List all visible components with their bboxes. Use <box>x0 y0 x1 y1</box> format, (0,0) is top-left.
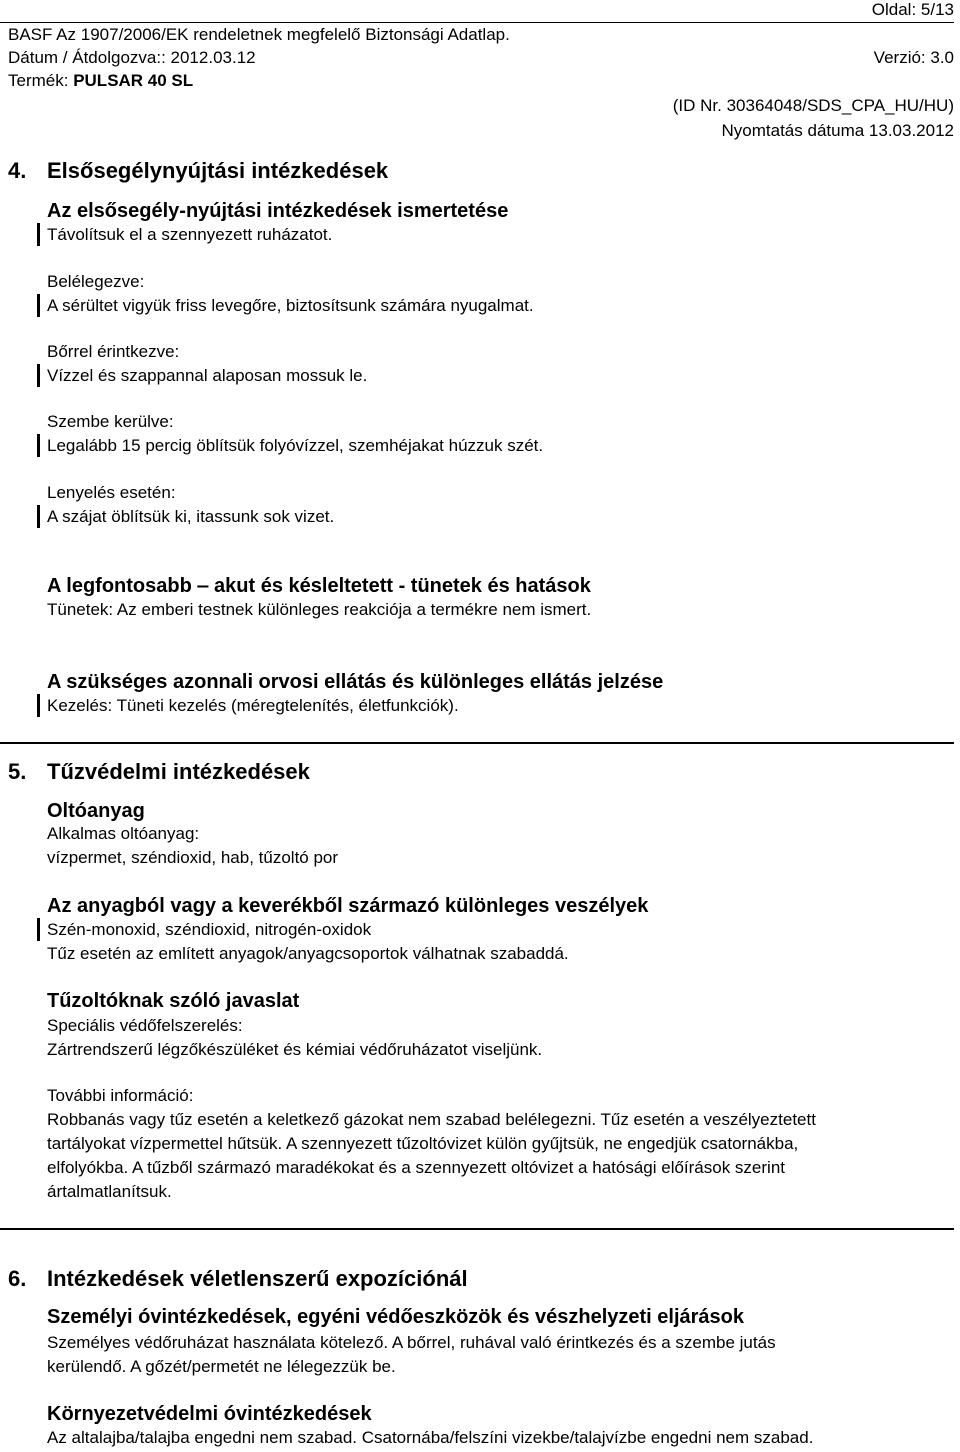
ingestion-label: Lenyelés esetén: <box>47 483 176 502</box>
skin-contact-text: Vízzel és szappannal alaposan mossuk le. <box>47 366 368 385</box>
further-info-line-1: Robbanás vagy tűz esetén a keletkező gázokat nem szabad belélegezni. Tűz esetén a veszélyeztetett <box>47 1110 816 1129</box>
suitable-media-label: Alkalmas oltóanyag: <box>47 824 200 843</box>
version-label: Verzió: 3.0 <box>873 48 954 67</box>
header-rule <box>0 22 954 23</box>
personal-precautions-line-1: Személyes védőruházat használata kötelező. A bőrrel, ruhával való érintkezés és a szembe jutás <box>47 1333 776 1352</box>
section-5-number: 5. <box>8 759 27 784</box>
eye-contact-text: Legalább 15 percig öblítsük folyóvízzel, szemhéjakat húzzuk szét. <box>47 436 544 455</box>
section-divider <box>0 742 954 744</box>
first-aid-description-title: Az elsősegély-nyújtási intézkedések ismertetése <box>47 200 509 222</box>
change-bar <box>37 505 40 528</box>
further-info-line-4: ártalmatlanítsuk. <box>47 1182 172 1201</box>
product-label: Termék: <box>8 71 74 90</box>
personal-precautions-title: Személyi óvintézkedések, egyéni védőeszközök és vészhelyzeti eljárások <box>47 1306 745 1328</box>
product-name: PULSAR 40 SL <box>73 71 194 90</box>
page-number: Oldal: 5/13 <box>871 0 954 19</box>
inhalation-label: Belélegezve: <box>47 272 145 291</box>
symptoms-text: Tünetek: Az emberi testnek különleges reakciója a termékre nem ismert. <box>47 600 592 619</box>
change-bar <box>37 364 40 387</box>
section-4-title: Elsősegélynyújtási intézkedések <box>47 158 389 183</box>
change-bar <box>37 223 40 246</box>
section-6-title: Intézkedések véletlenszerű expozíciónál <box>47 1266 468 1291</box>
extinguishing-media-title: Oltóanyag <box>47 800 145 822</box>
change-bar <box>37 294 40 317</box>
hazards-line-2: Tűz esetén az említett anyagok/anyagcsoportok válhatnak szabaddá. <box>47 944 569 963</box>
ingestion-text: A szájat öblítsük ki, itassunk sok vizet. <box>47 507 335 526</box>
section-5-title: Tűzvédelmi intézkedések <box>47 759 310 784</box>
firefighters-advice-title: Tűzoltóknak szóló javaslat <box>47 990 300 1012</box>
document-id: (ID Nr. 30364048/SDS_CPA_HU/HU) <box>672 96 954 115</box>
section-divider <box>0 1228 954 1230</box>
medical-attention-title: A szükséges azonnali orvosi ellátás és különleges ellátás jelzése <box>47 671 664 693</box>
eye-contact-label: Szembe kerülve: <box>47 412 174 431</box>
first-aid-general-text: Távolítsuk el a szennyezett ruházatot. <box>47 225 333 244</box>
protective-equipment-label: Speciális védőfelszerelés: <box>47 1016 243 1035</box>
section-6-number: 6. <box>8 1266 27 1291</box>
treatment-text: Kezelés: Tüneti kezelés (méregtelenítés, életfunkciók). <box>47 696 459 715</box>
skin-contact-label: Bőrrel érintkezve: <box>47 342 180 361</box>
environmental-precautions-title: Környezetvédelmi óvintézkedések <box>47 1403 372 1425</box>
change-bar <box>37 694 40 717</box>
regulation-line: BASF Az 1907/2006/EK rendeletnek megfelelő Biztonsági Adatlap. <box>8 25 510 44</box>
section-4-number: 4. <box>8 158 27 183</box>
symptoms-title: A legfontosabb ‒ akut és késleltetett - tünetek és hatások <box>47 575 591 597</box>
hazards-line-1: Szén-monoxid, széndioxid, nitrogén-oxidok <box>47 920 372 939</box>
further-info-line-2: tartályokat vízpermettel hűtsük. A szennyezett tűzoltóvizet külön gyűjtsük, ne engedjük csatornákba, <box>47 1134 799 1153</box>
personal-precautions-line-2: kerülendő. A gőzét/permetét ne lélegezzük be. <box>47 1357 396 1376</box>
special-hazards-title: Az anyagból vagy a keverékből származó különleges veszélyek <box>47 895 649 917</box>
environmental-precautions-text: Az altalajba/talajba engedni nem szabad. Csatornába/felszíni vizekbe/talajvízbe engedni nem szabad. <box>47 1428 814 1447</box>
inhalation-text: A sérültet vigyük friss levegőre, biztosítsunk számára nyugalmat. <box>47 296 534 315</box>
print-date: Nyomtatás dátuma 13.03.2012 <box>721 121 954 140</box>
revision-date: Dátum / Átdolgozva:: 2012.03.12 <box>8 48 256 67</box>
change-bar <box>37 918 40 941</box>
protective-equipment-text: Zártrendszerű légzőkészüléket és kémiai védőruházatot viseljünk. <box>47 1040 543 1059</box>
further-info-label: További információ: <box>47 1086 194 1105</box>
change-bar <box>37 434 40 457</box>
suitable-media-text: vízpermet, széndioxid, hab, tűzoltó por <box>47 848 339 867</box>
product-line <box>8 71 193 91</box>
further-info-line-3: elfolyókba. A tűzből származó maradékokat és a szennyezett oltóvizet a hatósági előírások szerint <box>47 1158 786 1177</box>
